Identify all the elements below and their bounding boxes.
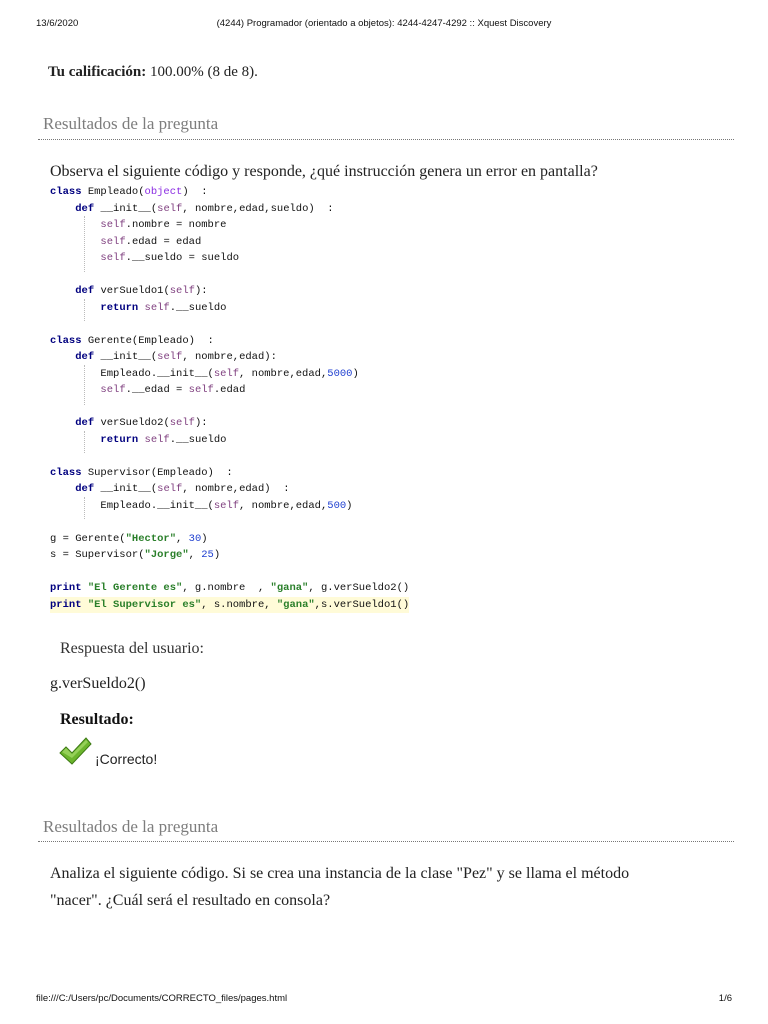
print-date: 13/6/2020 [36, 18, 79, 29]
code-token [50, 351, 75, 363]
code-line [50, 201, 409, 218]
code-line [50, 547, 409, 564]
code-token: def [75, 202, 101, 215]
code-line [50, 432, 409, 449]
code-token: .__edad = [125, 384, 189, 396]
code-token: "El Supervisor es" [87, 598, 202, 611]
code-token: , [176, 532, 189, 545]
code-token: print [50, 582, 88, 594]
question-prompt-line-2: "nacer". ¿Cuál será el resultado en consola? [50, 892, 331, 909]
code-token: self [100, 252, 126, 264]
grade-value: 100.00% (8 de 8). [149, 64, 258, 80]
code-token: self [100, 219, 126, 231]
code-token [50, 417, 75, 429]
code-token: ): [194, 417, 208, 429]
code-token: "Hector" [125, 532, 177, 545]
code-token: Supervisor(Empleado) : [87, 466, 233, 479]
code-token: g = Gerente( [50, 532, 126, 545]
code-token: 5000 [327, 367, 353, 380]
code-token: def [75, 285, 101, 297]
code-token: self [213, 499, 240, 512]
code-line [50, 333, 409, 350]
code-token: Empleado.__init__( [50, 367, 214, 380]
code-token: def [75, 483, 101, 495]
code-token [50, 384, 100, 396]
code-token: , nombre,edad,sueldo) : [182, 202, 334, 215]
code-token: "gana" [270, 582, 309, 594]
code-line [50, 184, 409, 201]
code-token: ) [346, 499, 353, 512]
code-line [50, 481, 409, 498]
code-token: print [50, 598, 88, 611]
print-path: file:///C:/Users/pc/Documents/CORRECTO_files/pages.html [36, 993, 288, 1004]
code-token: 25 [201, 549, 214, 561]
code-token: Empleado.__init__( [50, 499, 214, 512]
code-token: , s.nombre, [201, 598, 277, 611]
code-line [50, 531, 409, 548]
code-token: verSueldo1( [100, 285, 170, 297]
code-token: self [188, 384, 214, 396]
code-token: ,s.verSueldo1() [314, 598, 410, 611]
question-results-heading: Resultados de la pregunta [43, 817, 219, 836]
code-line [50, 316, 409, 333]
code-token: , nombre,edad, [239, 367, 328, 380]
code-token: class [50, 466, 88, 479]
code-token: s = Supervisor( [50, 549, 145, 561]
code-token: , nombre,edad, [239, 499, 328, 512]
code-token: ) : [182, 186, 208, 198]
code-line [50, 597, 409, 614]
code-token: Empleado( [87, 186, 145, 198]
grade-line [48, 64, 258, 81]
code-token: 500 [327, 499, 347, 512]
code-line [50, 399, 409, 416]
code-token [50, 434, 100, 446]
code-token: return [100, 433, 145, 446]
code-token: Gerente(Empleado) : [87, 334, 214, 347]
code-token: __init__( [100, 483, 158, 495]
code-token: __init__( [100, 351, 158, 363]
code-token: __init__( [100, 202, 158, 215]
result-text: ¡Correcto! [95, 751, 158, 767]
code-token: "Jorge" [144, 549, 189, 561]
question-prompt-line-1: Analiza el siguiente código. Si se crea una instancia de la clase "Pez" y se llama el método [50, 865, 630, 882]
user-answer-label: Respuesta del usuario: [60, 640, 204, 657]
code-line [50, 283, 409, 300]
code-token: , g.verSueldo2() [308, 582, 410, 594]
code-token: , nombre,edad): [182, 351, 277, 363]
code-token: self [213, 367, 240, 380]
result-label: Resultado: [60, 711, 134, 728]
code-token: self [157, 202, 183, 215]
code-token: ): [194, 285, 208, 297]
code-token: "gana" [276, 598, 315, 611]
code-token [50, 252, 100, 264]
code-line [50, 465, 409, 482]
code-token [50, 236, 100, 248]
code-token: return [100, 301, 145, 314]
code-token: self [157, 351, 183, 363]
code-token: .__sueldo [169, 433, 227, 446]
code-line [50, 448, 409, 465]
code-token: ) [201, 532, 208, 545]
code-line [50, 250, 409, 267]
grade-label: Tu calificación: [48, 64, 147, 80]
code-line [50, 564, 409, 581]
code-token [50, 219, 100, 231]
check-icon [58, 736, 92, 766]
code-token [50, 302, 100, 314]
code-token: .__sueldo [169, 301, 227, 314]
print-header [0, 18, 768, 32]
code-token: class [50, 186, 88, 198]
code-token: 30 [188, 532, 202, 545]
code-token: def [75, 351, 101, 363]
code-token: def [75, 417, 101, 429]
code-line [50, 217, 409, 234]
code-line [50, 580, 409, 597]
section-divider [38, 841, 734, 842]
code-token: class [50, 334, 88, 347]
code-token: verSueldo2( [100, 417, 170, 429]
code-token [50, 483, 75, 495]
code-token: self [169, 285, 195, 297]
section-divider [38, 139, 734, 140]
code-token: .__sueldo = sueldo [125, 252, 240, 264]
code-token: , g.nombre , [182, 582, 271, 594]
code-token [50, 285, 75, 297]
code-token: self [100, 384, 126, 396]
code-token: object [144, 186, 183, 198]
code-token: self [144, 301, 170, 314]
print-footer [0, 993, 768, 1007]
code-token: self [100, 235, 126, 248]
code-token: "El Gerente es" [87, 582, 183, 594]
code-line [50, 415, 409, 432]
code-line [50, 300, 409, 317]
code-line [50, 514, 409, 531]
code-token: .nombre = nombre [125, 219, 227, 231]
code-line [50, 498, 409, 515]
code-block [50, 184, 409, 613]
code-token: , nombre,edad) : [182, 483, 290, 495]
code-token: self [157, 483, 183, 495]
code-line [50, 234, 409, 251]
question-prompt: Observa el siguiente código y responde, ¿qué instrucción genera un error en pantalla? [50, 163, 598, 180]
code-line [50, 382, 409, 399]
print-title: (4244) Programador (orientado a objetos): 4244-4247-4292 :: Xquest Discovery [216, 18, 552, 29]
code-token: ) [352, 367, 359, 380]
code-token: self [169, 417, 195, 429]
code-token: self [144, 433, 170, 446]
code-line [50, 267, 409, 284]
code-token: ) [213, 549, 221, 561]
code-token: , [188, 549, 202, 561]
code-token [50, 203, 75, 215]
code-line [50, 349, 409, 366]
user-answer-value: g.verSueldo2() [50, 675, 146, 692]
page-number: 1/6 [718, 993, 732, 1004]
code-token: .edad = edad [125, 235, 202, 248]
question-results-heading: Resultados de la pregunta [43, 114, 219, 133]
code-line [50, 366, 409, 383]
code-token: .edad [213, 384, 246, 396]
